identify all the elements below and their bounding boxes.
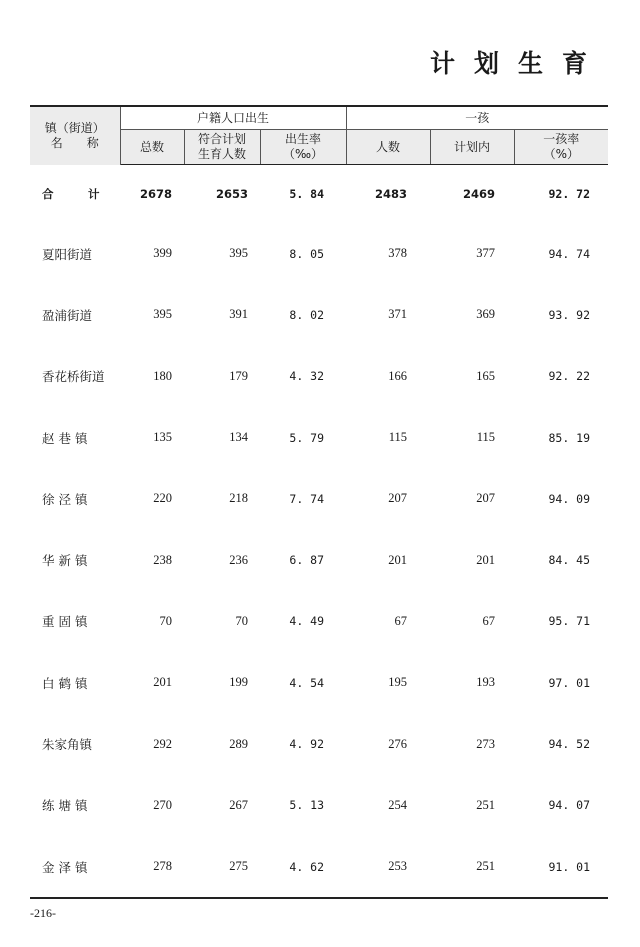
one-child-rate-cell: 84. 45 xyxy=(548,553,591,568)
table-row xyxy=(30,284,608,345)
table-row xyxy=(30,652,608,713)
table-row xyxy=(30,407,608,468)
planned-cell: 267 xyxy=(229,797,248,812)
birth-rate-header-line1: 出生率 xyxy=(285,132,322,146)
people-column-header: 人数 xyxy=(346,130,430,165)
one-child-rate-cell: 94. 07 xyxy=(548,798,591,813)
table-row xyxy=(30,346,608,407)
birth-rate-column-header xyxy=(260,130,346,165)
planned-cell: 134 xyxy=(229,430,248,445)
people-cell: 2483 xyxy=(375,187,408,201)
total-column-header: 总数 xyxy=(120,130,184,165)
one-child-rate-cell: 95. 71 xyxy=(548,614,591,629)
planned-cell: 2653 xyxy=(215,187,248,201)
in-plan-cell: 377 xyxy=(476,246,496,261)
name-header-line1: 镇（街道） xyxy=(44,120,105,135)
in-plan-cell: 369 xyxy=(476,307,496,322)
in-plan-column-header: 计划内 xyxy=(430,130,514,165)
planned-cell: 275 xyxy=(229,859,248,874)
people-cell: 253 xyxy=(388,859,408,874)
in-plan-cell: 201 xyxy=(476,552,496,567)
in-plan-cell: 251 xyxy=(476,797,496,812)
birth-rate-header-line2: （‰） xyxy=(282,147,324,161)
in-plan-cell: 193 xyxy=(476,675,496,690)
total-cell: 220 xyxy=(153,491,172,506)
total-cell: 238 xyxy=(153,552,172,567)
people-cell: 378 xyxy=(388,246,408,261)
in-plan-cell: 67 xyxy=(482,613,496,628)
planned-cell: 236 xyxy=(229,552,248,567)
town-name-cell: 盈浦街道 xyxy=(42,307,93,323)
planned-cell: 218 xyxy=(229,491,248,506)
town-name-cell: 华 新 镇 xyxy=(42,553,88,569)
one-child-rate-cell: 93. 92 xyxy=(548,307,591,322)
town-name-cell: 重 固 镇 xyxy=(42,614,88,630)
birth-rate-cell: 4. 92 xyxy=(289,737,325,752)
planned-cell: 391 xyxy=(229,307,248,322)
table-header xyxy=(30,106,608,165)
town-name-cell: 赵 巷 镇 xyxy=(42,430,88,446)
one-child-rate-header-line2: （%） xyxy=(543,147,579,161)
planned-cell: 289 xyxy=(229,736,248,751)
people-cell: 276 xyxy=(388,736,408,751)
people-cell: 166 xyxy=(388,368,408,383)
in-plan-cell: 251 xyxy=(476,859,496,874)
planned-header-line1: 符合计划 xyxy=(197,132,246,146)
birth-rate-cell: 4. 54 xyxy=(289,675,325,690)
town-name-cell: 夏阳街道 xyxy=(42,246,93,262)
one-child-rate-header-line1: 一孩率 xyxy=(543,132,580,146)
one-child-rate-cell: 97. 01 xyxy=(548,675,591,690)
total-cell: 201 xyxy=(153,675,172,690)
table-row xyxy=(30,591,608,652)
planned-header-line2: 生育人数 xyxy=(197,147,246,161)
table-body xyxy=(30,165,608,899)
town-name-cell: 练 塘 镇 xyxy=(42,798,88,814)
birth-rate-cell: 8. 05 xyxy=(289,246,325,261)
one-child-rate-cell: 91. 01 xyxy=(548,859,591,874)
in-plan-cell: 2469 xyxy=(463,187,496,201)
town-name-cell: 徐 泾 镇 xyxy=(42,491,88,507)
total-cell: 270 xyxy=(153,797,172,812)
town-name-cell: 朱家角镇 xyxy=(42,737,93,753)
people-cell: 254 xyxy=(388,797,408,812)
people-cell: 115 xyxy=(388,430,408,445)
people-cell: 195 xyxy=(388,675,408,690)
one-child-rate-column-header xyxy=(514,130,608,165)
planned-cell: 70 xyxy=(235,613,248,628)
birth-rate-cell: 5. 79 xyxy=(289,430,325,445)
in-plan-cell: 207 xyxy=(476,491,496,506)
total-cell: 180 xyxy=(153,368,172,383)
name-header-line2: 名 称 xyxy=(50,135,99,150)
name-column-header xyxy=(30,106,120,165)
total-cell: 70 xyxy=(159,613,172,628)
table-row xyxy=(30,775,608,836)
in-plan-cell: 165 xyxy=(476,368,496,383)
section-title: 计划生育 xyxy=(429,49,606,78)
birth-statistics-table xyxy=(30,105,608,899)
birth-group-header: 户籍人口出生 xyxy=(120,106,346,130)
planned-cell: 395 xyxy=(229,246,248,261)
table-row xyxy=(30,468,608,529)
total-cell: 135 xyxy=(153,430,172,445)
one-child-rate-cell: 94. 09 xyxy=(548,491,591,506)
total-cell: 278 xyxy=(153,859,172,874)
people-cell: 207 xyxy=(388,491,408,506)
town-name-cell: 白 鹤 镇 xyxy=(42,675,88,691)
people-cell: 67 xyxy=(394,613,408,628)
total-cell: 395 xyxy=(153,307,172,322)
birth-rate-cell: 8. 02 xyxy=(289,307,325,322)
town-name-cell: 合 计 xyxy=(42,186,100,201)
birth-rate-cell: 5. 13 xyxy=(289,798,325,813)
one-child-rate-cell: 94. 74 xyxy=(548,246,591,261)
birth-rate-cell: 4. 32 xyxy=(289,369,325,384)
town-name-cell: 金 泽 镇 xyxy=(42,859,88,875)
one-child-rate-cell: 94. 52 xyxy=(548,737,591,752)
one-child-rate-cell: 92. 22 xyxy=(548,369,591,384)
planned-column-header xyxy=(184,130,260,165)
table-row xyxy=(30,223,608,284)
birth-rate-cell: 4. 62 xyxy=(289,859,325,874)
birth-statistics-table-wrap xyxy=(30,105,608,899)
in-plan-cell: 115 xyxy=(476,430,496,445)
planned-cell: 199 xyxy=(229,675,248,690)
total-cell: 292 xyxy=(153,736,172,751)
birth-rate-cell: 5. 84 xyxy=(289,187,325,201)
total-cell: 399 xyxy=(153,246,172,261)
planned-cell: 179 xyxy=(229,368,248,383)
people-cell: 371 xyxy=(388,307,408,322)
people-cell: 201 xyxy=(388,552,408,567)
total-cell: 2678 xyxy=(139,187,172,201)
table-row xyxy=(30,713,608,774)
total-row xyxy=(30,165,608,224)
one-child-rate-cell: 92. 72 xyxy=(548,187,591,201)
in-plan-cell: 273 xyxy=(476,736,496,751)
birth-rate-cell: 7. 74 xyxy=(289,491,325,506)
one-child-rate-cell: 85. 19 xyxy=(548,430,591,445)
birth-rate-cell: 4. 49 xyxy=(289,614,325,629)
birth-rate-cell: 6. 87 xyxy=(289,553,325,568)
town-name-cell: 香花桥街道 xyxy=(42,369,105,385)
table-row xyxy=(30,836,608,898)
one-child-group-header: 一孩 xyxy=(346,106,608,130)
table-row xyxy=(30,529,608,590)
page-number: -216- xyxy=(30,906,56,920)
